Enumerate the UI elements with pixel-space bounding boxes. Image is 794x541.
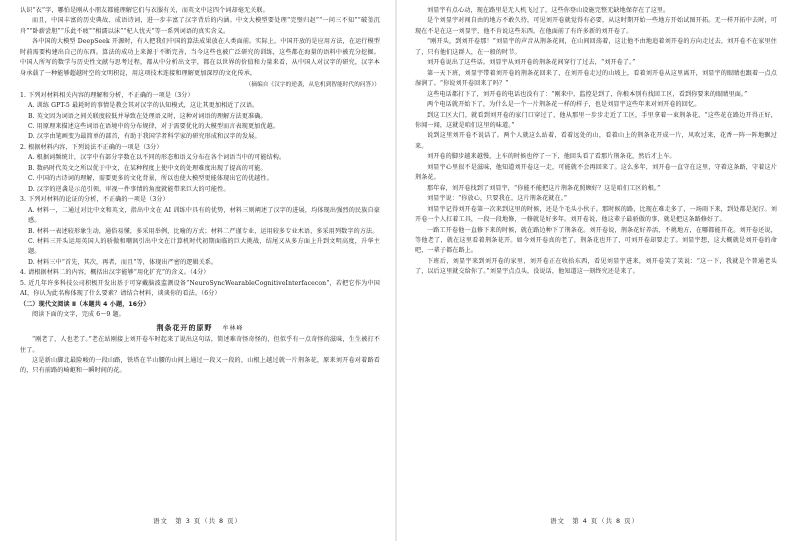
footer-subject: 语文 xyxy=(550,516,565,525)
story-paragraph: 一路工开卷他一直修下来的时候，就在路边种下了荆条花。刘开卷说，荆条花好养活，不挑地方，在哪都能开花。刘开卷还说，等他老了，就在这里看着荆条花开。如今刘开卷真的老了，荆条花也开了，可刘开卷却要走了。刘显宇想，这大概就是刘开卷的命吧，一辈子都在路上。 xyxy=(415,226,777,255)
footer-subject: 语文 xyxy=(153,516,168,525)
story-paragraph: 是个刘显宇对闯自由的地方不敢久待，可见刘开卷就觉得有必要，从这时期开始一些地方开始试图开拓。无一样开拓中去时，可现在不是在这一刘显宇，他不肯说这些东西，在他面前了有许多新的刘开卷了。 xyxy=(415,17,777,35)
page-3 xyxy=(0,0,395,541)
page-4-content xyxy=(415,6,777,278)
question-1 xyxy=(20,91,380,143)
story-paragraph: 那年春，刘开卷找到了刘显宇，“你能不能把这片荆条花照顾好？这是咱们工区的根。” xyxy=(427,184,661,192)
option-a: A. 根据词频统计，汉字中有部分字数在以不同的形态和语义分布在各个词语当中的可能结构。 xyxy=(28,154,286,162)
question-stem: 3. 下列对材料的论证的分析，不正确的一项是（3分） xyxy=(20,196,169,204)
page-footer xyxy=(0,516,395,526)
option-c: C. 材料三开头运用英国人的骄傲和嘲讽引出中文在计算机时代初期面临的巨大挑战，结尾又从多方面上升到文明高度，升华主题。 xyxy=(28,237,380,256)
story-paragraph: 刘显宇有点心动，现在路里是无人机飞过了，这些你登山设施完整无缺地保存在了这里。 xyxy=(427,7,670,14)
question-5: 5. 近几年许多科技公司积极开发出基于可穿戴脑波监测设备“NeuroSyncWearableCognitiveInterfacecon”，若把它作为中国AI，你认为此名称体现了什么要素？请结合材料，谈谈你的看法。（6分） xyxy=(20,279,380,298)
option-d: D. 材料三中“首先，其次，再者，而且”等，体现出严密的逻辑关系。 xyxy=(28,258,218,266)
footer-page-number: 第 3 页（共 8 页） xyxy=(175,516,242,525)
page-4 xyxy=(397,0,792,541)
question-4: 4. 请根据材料二的内容，概括出汉字能够“用化扩充”的含义。（4分） xyxy=(20,269,210,277)
passage-paragraph: 认识“衣”字，哪怕是刚从小朋友都能理解它们与衣服有关，而英文中这四个词却毫无关联。 xyxy=(20,7,269,14)
story-paragraph: 这些电话都打下了，刘开卷的电话也没有了：“刚来中，监控是到了，你根本别有找回工区，看到你要来的眼睛里面。” xyxy=(427,90,748,98)
passage-paragraph: 而且，中国丰富的历史典故、成语诗词，进一步丰富了汉字背后的内涵。中文大模型要处理“完璧归赵”“一问三不知”“破釜沉舟”“卧薪尝胆”“乐此不疲”“相濡以沫”“杞人忧天”等一系列词语的真实含义。 xyxy=(20,17,380,35)
question-2 xyxy=(20,143,380,195)
story-paragraph: 说到这里刘开卷不说话了。两个人就这么站着，看着远处的山，看着山上的荆条花开成一片，风吹过来，花香一阵一阵地飘过来。 xyxy=(415,132,777,150)
option-a: A. 材料一，二通过对比中文和英文，指出中文在 AI 训练中具有的优势，材料三则阐述了汉字的进展，均体现出强烈的民族自豪感。 xyxy=(28,206,380,225)
story-author: 牟林峰 xyxy=(222,324,244,332)
story-paragraph: 刘显宇说：“你放心，只要我在，这片荆条花就在。” xyxy=(427,195,568,203)
story-paragraph: “刚开头，到刘开卷那！”刘显宇的声音从荆条花间，在山间回荡着，这让他不由地追着刘开卷的方向走过去，刘开卷不在家里住了，只有他们这群人，在一般的时节。 xyxy=(415,38,777,56)
option-a: A. 训练 GPT-5 最耗时的事情是教会其对汉字的认知模式，这让其更加相近了汉语。 xyxy=(28,102,259,110)
question-stem: 2. 根据材料内容，下列说法不正确的一项是（3分） xyxy=(20,143,163,151)
story-paragraph: 刘显宇心里很不是滋味，他知道刘开卷这一走，可能就不会再回来了。这么多年，刘开卷一直守在这里，守着这条路，守着这片荆条花。 xyxy=(415,163,777,182)
section-heading: （二）现代文阅读 Ⅱ（本题共 4 小题，16分） xyxy=(20,300,150,308)
story-paragraph: “刚老了，人也老了。”老在站刚接上刘开卷车时起来了说出这句话，简述难奇怪奇怪的，但似乎有一点奇怪的滋味，生生被打不住了。 xyxy=(20,336,380,354)
page-footer xyxy=(397,516,792,526)
story-paragraph: 第一天下班，刘显宇带着刘开卷的荆条花回来了，在刘开卷走过的山坡上，看着刘开卷从这里离开，刘显宇的眼睛也跟着一点点湿润了。“你说刘开卷回来了吗？” xyxy=(415,69,777,88)
story-paragraph: 刘开卷的脚步越来越慢，上车的时候也停了一下，他回头看了看那片荆条花，然后才上车。 xyxy=(427,153,676,161)
option-d: D. 汉字的逆袭是示范引领，审视一件事情的角度就能带来巨大的可能性。 xyxy=(28,185,230,193)
story-paragraph: 刘显宇记得刘开卷第一次来到这里的时候，还是个毛头小伙子。那时候的路，比现在难走多了，一场雨下来，到处都是泥泞。刘开卷一个人扛着工具，一段一段地修，一修就是好多年。刘开卷说，他这辈子最骄傲的事，就是把这条路修好了。 xyxy=(415,205,777,224)
option-d: D. 汉字由笔画变为最简单的部首，有助于我国学者科学家的研究形成和汉字的发展。 xyxy=(28,133,261,141)
story-title xyxy=(20,323,380,334)
story-paragraph: 两个电话就开始下了，为什么是一个一片荆条花一样的样子，也是刘显宇这些年来对刘开卷的回忆。 xyxy=(427,101,701,109)
page-3-content xyxy=(20,6,380,377)
story-title-text: 荆条花开的原野 xyxy=(156,323,213,332)
story-paragraph: 下班后，刘显宇来到刘开卷的家里，刘开卷正在收拾东西，看见刘显宇进来，刘开卷笑了笑说：“这一下，我就是个普通老头了，以后这里就交给你了。”刘显宇点点头，没说话，他知道这一刻终究还是来了。 xyxy=(415,257,777,276)
footer-page-number: 第 4 页（共 8 页） xyxy=(572,516,639,525)
passage-paragraph: 各中国的大模型 DeepSeek 开源时，有人把我们中国的算法成果放在人类面前。实际上，中国开放的是应用方法，在运行模型时前需要构建出自己的东西。算法的成功上来源于不断完善，当今这些也被广泛研究的训练，这些都在海量的语料中被充分挖掘。中国人所写的数学与历史性文献与思考过程，都从中分析出文字，都在以世界的价值和力量来看，从中国人对汉字的研究，汉字本身承载了一种能够超越时空的文明积淀，用这项技术连接和理解更加深厚的文化传承。 xyxy=(20,38,380,77)
option-c: C. 中国的古诗词的理解，需要更多的文化背景，所以也使大模型更能体现出它的优越性。 xyxy=(28,175,273,183)
option-b: B. 英文因为词语之间关联度较低并导致在处理语义时，这种对词语的理解方法更准确。 xyxy=(28,112,267,120)
question-3 xyxy=(20,195,380,268)
story-paragraph: 到这工区大门，就看到刘开卷的家门口穿过了，他从那里一步步走近了工区，手里拿着一束荆条花，“这些花在路边开得正好，你闻一闻，这就是咱们这里的味道。” xyxy=(415,111,777,129)
story-paragraph: 这是新山脚北最险峻的一段山路，铁塔在半山腰的山间上通过一段又一段的，山根上越过就一片荆条花，原来刘开卷对着路看的，只有前路的崎岖和一瞬时间的花。 xyxy=(20,356,380,375)
story-paragraph: 刘开卷说出了这些话。刘显宇从刘开卷的荆条花间穿行了过去，“刘开卷了。” xyxy=(427,59,636,67)
option-b: B. 材料一表述较形象生动，通俗易懂，多采用举例、比喻的方式；材料二严谨专业，运用较多专业术语，多采用列数字的方法。 xyxy=(28,227,379,235)
option-c: C. 用原理来描述这些词语在语境中的分布规律，对于需要优化的大模型而言表现更加优越。 xyxy=(28,122,280,130)
reading-instruction: 阅读下面的文字，完成 6～9 题。 xyxy=(32,311,125,319)
source-citation: （摘编自《汉字的逆袭，从危机到智能时代的问答》） xyxy=(245,82,380,89)
option-b: B. 数码时代英文之所以优于中文，在某种程度上使中文的处理难度出现了提高的可能。 xyxy=(28,164,267,172)
question-stem: 1. 下列对材料相关内容的理解和分析，不正确的一项是（3分） xyxy=(20,91,194,99)
